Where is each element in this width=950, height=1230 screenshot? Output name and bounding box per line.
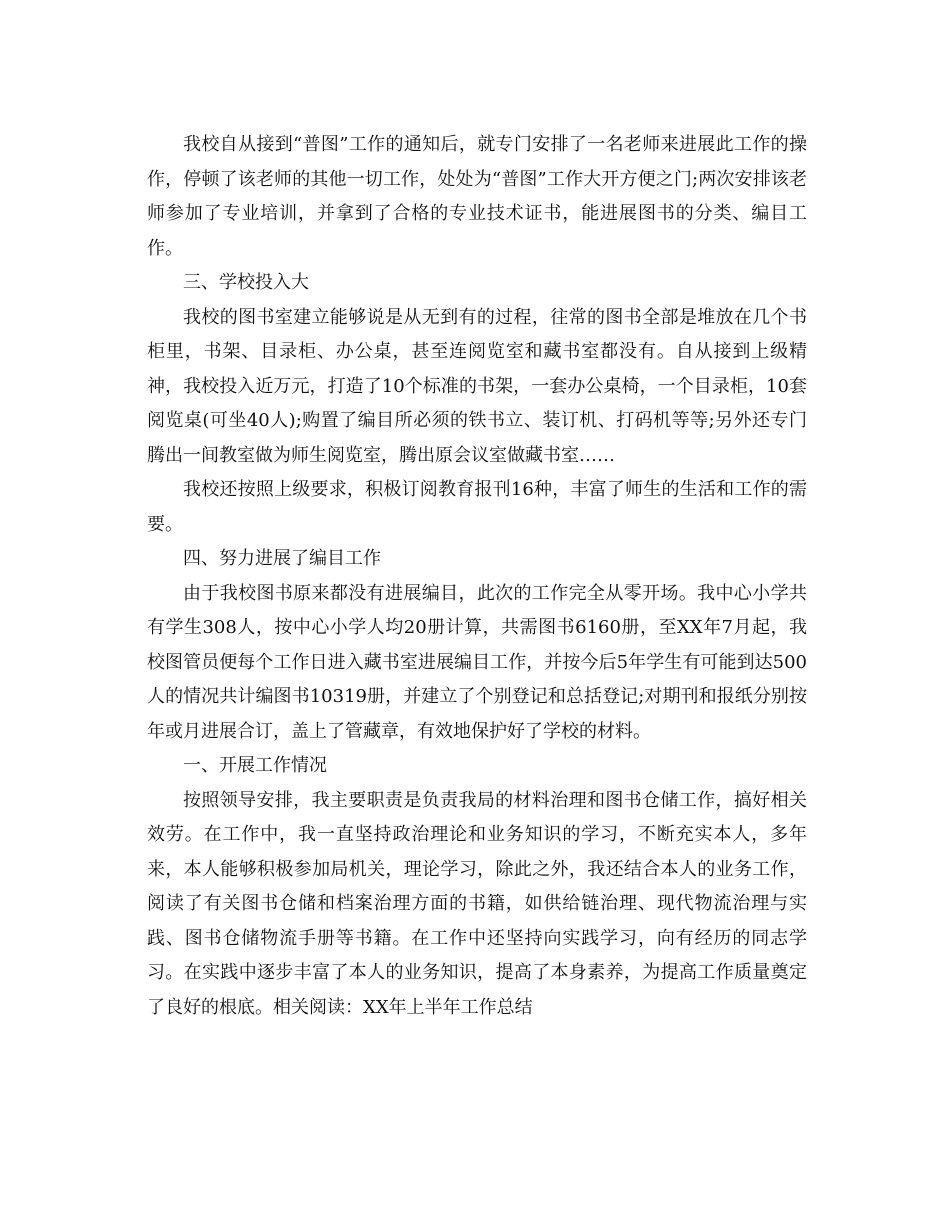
paragraph-staffing: 我校自从接到“普图”工作的通知后，就专门安排了一名老师来进展此工作的操作，停顿了该老师的其他一切工作，处处为“普图”工作大开方便之门;两次安排该老师参加了专业培训，并拿到了合格的专业技术证书，能进展图书的分类、编目工作。: [147, 134, 807, 259]
section-heading-work-status: 一、开展工作情况: [183, 755, 327, 776]
paragraph-cataloging: 由于我校图书原来都没有进展编目，此次的工作完全从零开场。我中心小学共有学生308人，按中心小学人均20册计算，共需图书6160册，至XX年7月起，我校图管员便每个工作日进入藏书室进展编目工作，并按今后5年学生有可能到达500人的情况共计编图书10319册，并建立了个别登记和总括登记;对期刊和报纸分别按年或月进展合订，盖上了管藏章，有效地保护好了学校的材料。: [147, 582, 807, 742]
paragraph-work-status: 按照领导安排，我主要职责是负责我局的材料治理和图书仓储工作，搞好相关效劳。在工作中，我一直坚持政治理论和业务知识的学习，不断充实本人，多年来，本人能够积极参加局机关，理论学习，除此之外，我还结合本人的业务工作，阅读了有关图书仓储和档案治理方面的书籍，如供给链治理、现代物流治理与实践、图书仓储物流手册等书籍。在工作中还坚持向实践学习，向有经历的同志学习。在实践中逐步丰富了本人的业务知识，提高了本身素养，为提高工作质量奠定了良好的根底。相关阅读：XX年上半年工作总结: [147, 789, 807, 1018]
section-heading-cataloging: 四、努力进展了编目工作: [183, 548, 381, 569]
paragraph-library-construction: 我校的图书室建立能够说是从无到有的过程，往常的图书全部是堆放在几个书柜里，书架、目录柜、办公桌，甚至连阅览室和藏书室都没有。自从接到上级精神，我校投入近万元，打造了10个标准的书架，一套办公桌椅，一个目录柜，10套阅览桌(可坐40人);购置了编目所必须的铁书立、装订机、打码机等等;另外还专门腾出一间教室做为师生阅览室，腾出原会议室做藏书室……: [147, 306, 807, 466]
section-heading-investment: 三、学校投入大: [183, 272, 309, 293]
paragraph-periodicals: 我校还按照上级要求，积极订阅教育报刊16种，丰富了师生的生活和工作的需要。: [147, 479, 807, 535]
document-body: [147, 128, 807, 1025]
